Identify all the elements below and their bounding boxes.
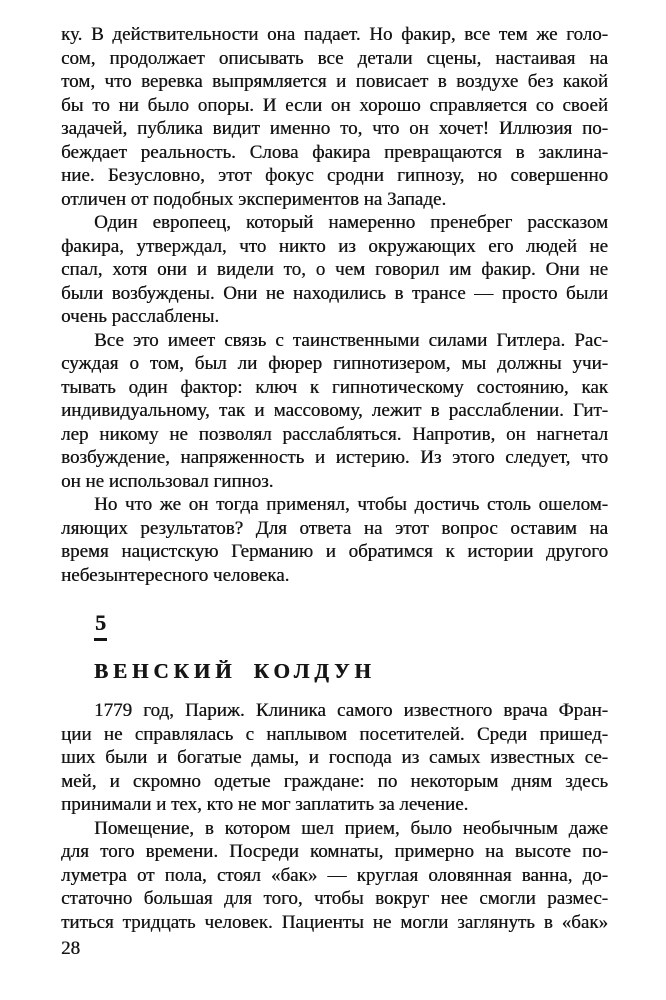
paragraph <box>61 493 608 587</box>
text-line: ние. Безусловно, этот фокус сродни гипнозу, но совершенно <box>61 165 608 186</box>
text-line: тывать один фактор: ключ к гипнотическому состоянию, как <box>61 376 608 398</box>
text-line: статочно большая для того, чтобы вокруг нее смогли размес- <box>61 888 608 909</box>
text-line: луметра от пола, стоял «бак» — круглая оловянная ванна, до- <box>61 864 608 886</box>
text-line: сом, продолжает описывать все детали сцены, настаивая на <box>61 47 608 69</box>
text-line: титься тридцать человек. Пациенты не могли заглянуть в «бак» <box>61 911 608 933</box>
text-line: Но что же он тогда применял, чтобы достичь столь ошелом- <box>94 494 608 515</box>
text-line: для того времени. Посреди комнаты, примерно на высоте по- <box>61 841 608 862</box>
text-line: Все это имеет связь с таинственными силами Гитлера. Рас- <box>94 329 608 351</box>
text-line: том, что веревка выпрямляется и повисает в воздухе без какой <box>61 71 608 92</box>
text-line: 1779 год, Париж. Клиника самого известного врача Фран- <box>94 700 608 721</box>
text-line: суждая о том, был ли фюрер гипнотизером, мы должны учи- <box>61 353 608 374</box>
text-line: лер никому не позволял расслабляться. Напротив, он нагнетал <box>61 423 608 445</box>
paragraph <box>61 23 608 211</box>
text-line: беждает реальность. Слова факира превращаются в заклина- <box>61 141 608 163</box>
text-line: ции не справлялась с наплывом посетителей. Среди пришед- <box>61 723 608 745</box>
text-line: индивидуальному, так и массовому, лежит в расслаблении. Гит- <box>61 400 608 421</box>
text-line: мей, и скромно одетые граждане: по некоторым дням здесь <box>61 770 608 792</box>
text-line: возбуждение, напряженность и истерию. Из этого следует, что <box>61 447 608 468</box>
chapter-number <box>94 611 608 641</box>
text-line: отличен от подобных экспериментов на Западе. <box>61 188 447 210</box>
text-line: время нацистскую Германию и обратимся к истории другого <box>61 541 608 562</box>
text-line: бы то ни было опоры. И если он хорошо справляется со своей <box>61 94 608 116</box>
text-line: небезынтересного человека. <box>61 564 290 586</box>
paragraph <box>61 329 608 494</box>
text-line: были возбуждены. Они не находились в трансе — просто были <box>61 282 608 304</box>
text-line: очень расслаблены. <box>61 306 220 327</box>
text-line: он не использовал гипноз. <box>61 470 274 492</box>
page-text-block <box>61 23 608 934</box>
text-line: ку. В действительности она падает. Но факир, все тем же голо- <box>61 24 608 45</box>
paragraph <box>61 817 608 935</box>
text-line: факира, утверждал, что никто из окружающих его людей не <box>61 235 608 257</box>
paragraph <box>61 211 608 329</box>
text-line: Один европеец, который намеренно пренебрег рассказом <box>94 212 608 233</box>
text-line: ших были и богатые дамы, и господа из самых известных се- <box>61 747 608 768</box>
text-line: спал, хотя они и видели то, о чем говорил им факир. Они не <box>61 259 608 280</box>
chapter-title: ВЕНСКИЙ КОЛДУН <box>94 659 376 683</box>
page-number: 28 <box>61 938 80 959</box>
text-line: Помещение, в котором шел прием, было необычным даже <box>94 817 608 839</box>
text-line: ляющих результатов? Для ответа на этот вопрос оставим на <box>61 517 608 539</box>
text-line: задачей, публика видит именно то, что он хочет! Иллюзия по- <box>61 118 608 139</box>
paragraph <box>61 699 608 817</box>
chapter-number-text: 5 <box>94 611 107 641</box>
text-line: принимали и тех, кто не мог заплатить за лечение. <box>61 794 469 815</box>
